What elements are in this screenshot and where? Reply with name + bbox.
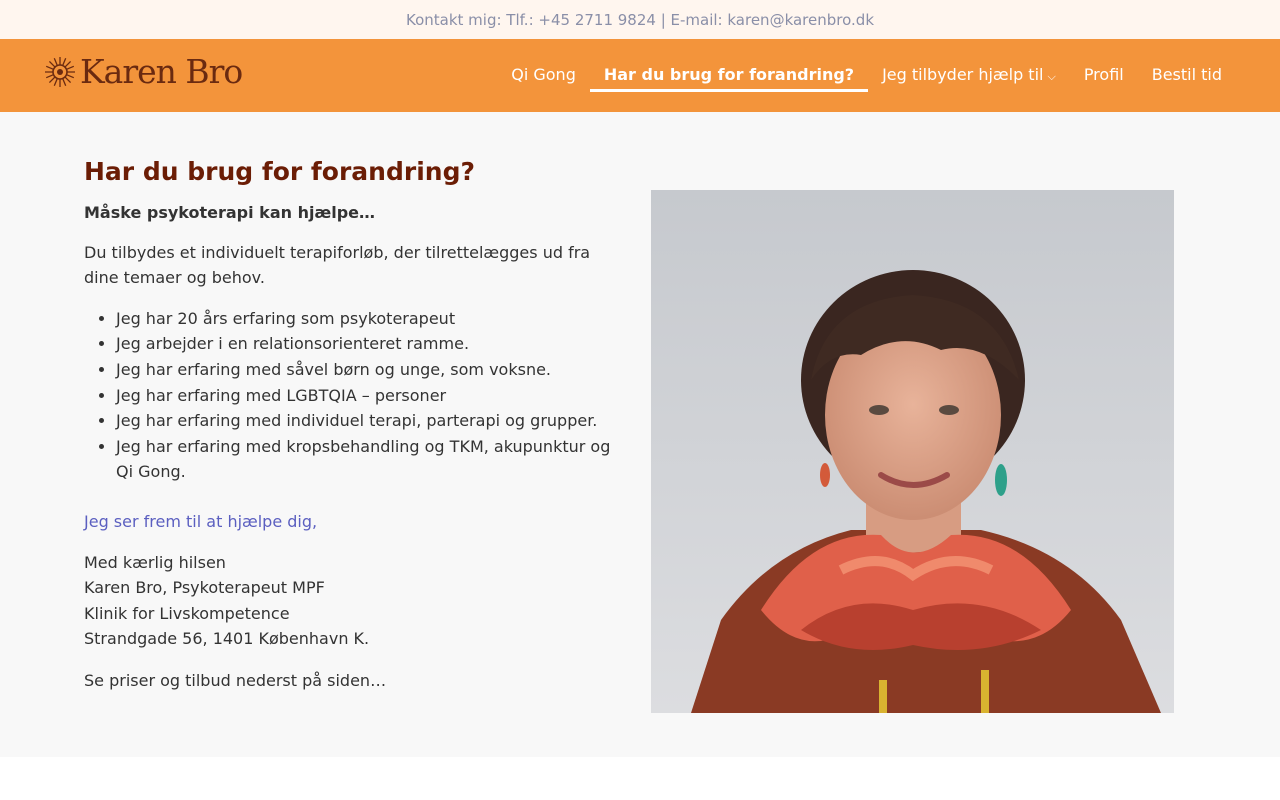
signature-line: Med kærlig hilsen (84, 552, 226, 572)
nav-label: Qi Gong (511, 65, 576, 84)
intro-text: Du tilbydes et individuelt terapiforløb, der tilrettelægges ud fra dine temaer og behov. (84, 242, 591, 288)
signature (84, 550, 624, 652)
page-title: Har du brug for forandring? (84, 157, 475, 186)
list-item: • Jeg har erfaring med LGBTQIA – personer (116, 383, 624, 409)
main-content (0, 112, 1280, 757)
nav-label: Jeg tilbyder hjælp til (882, 65, 1044, 84)
portrait-image (651, 190, 1174, 713)
signature-line: Strandgade 56, 1401 København K. (84, 629, 370, 649)
lead-text: Måske psykoterapi kan hjælpe… (84, 203, 376, 222)
list-item: • Jeg har 20 års erfaring som psykoterapeut (116, 306, 624, 332)
signature-line: Karen Bro, Psykoterapeut MPF (84, 578, 325, 598)
nav-label: Har du brug for forandring? (603, 65, 855, 84)
portrait-photo (651, 190, 1174, 713)
signature-line: Klinik for Livskompetence (84, 603, 290, 623)
nav-label: Profil (1083, 65, 1124, 84)
nav-har-du-brug-for-forandring[interactable] (590, 39, 868, 112)
sun-logo-icon (44, 56, 76, 88)
nav-label: Bestil tid (1151, 65, 1222, 84)
text-column (84, 156, 624, 709)
chevron-down-icon: ⌵ (1047, 70, 1056, 83)
logo-text: Karen Bro (80, 52, 243, 91)
logo[interactable] (44, 54, 242, 90)
experience-list (116, 306, 624, 485)
help-link[interactable]: Jeg ser frem til at hjælpe dig, (84, 511, 318, 531)
site-header (0, 39, 1280, 112)
contact-bar (0, 0, 1280, 39)
prices-note: Se priser og tilbud nederst på siden… (84, 670, 387, 690)
nav-qi-gong[interactable] (497, 39, 590, 112)
list-item: • Jeg har erfaring med kropsbehandling og TKM, akupunktur og Qi Gong. (116, 434, 624, 485)
list-item: • Jeg har erfaring med individuel terapi, parterapi og grupper. (116, 408, 624, 434)
nav-jeg-tilbyder-hjaelp-til[interactable] (868, 39, 1070, 112)
nav-profil[interactable] (1070, 39, 1138, 112)
contact-text: Kontakt mig: Tlf.: +45 2711 9824 | E-mail: karen@karenbro.dk (405, 11, 875, 29)
nav-bestil-tid[interactable] (1138, 39, 1236, 112)
list-item: • Jeg arbejder i en relationsorienteret ramme. (116, 331, 624, 357)
list-item: • Jeg har erfaring med såvel børn og unge, som voksne. (116, 357, 624, 383)
main-nav (497, 39, 1236, 112)
